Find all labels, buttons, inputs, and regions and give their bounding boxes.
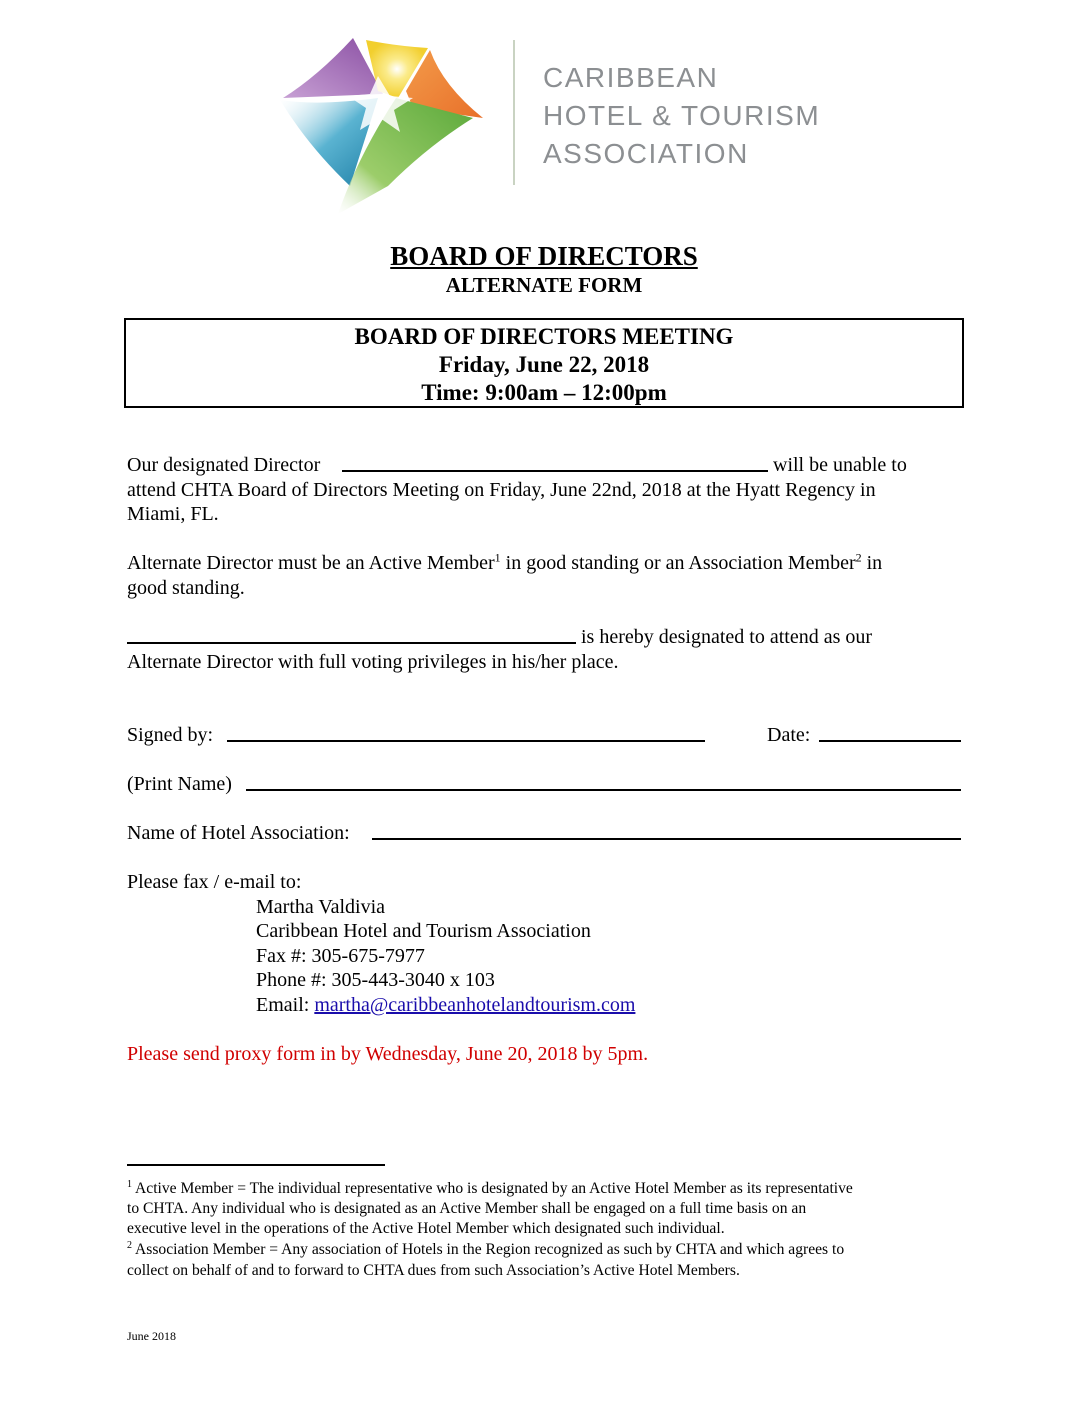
footnote-1-line-2: to CHTA. Any individual who is designated as an Active Member shall be engaged on a full time basis on an <box>127 1200 807 1217</box>
director-label: Our designated Director <box>127 454 321 476</box>
footnote-ref-2: 2 <box>855 550 862 565</box>
logo-divider <box>513 40 515 185</box>
form-subtitle: ALTERNATE FORM <box>445 273 643 297</box>
contact-org: Caribbean Hotel and Tourism Association <box>256 920 591 942</box>
meeting-date: Friday, June 22, 2018 <box>438 352 650 377</box>
email-link[interactable]: martha@caribbeanhotelandtourism.com <box>314 994 636 1016</box>
org-name-line-3: ASSOCIATION <box>543 138 749 169</box>
signed-by-label: Signed by: <box>127 724 214 746</box>
meeting-attend-text: attend CHTA Board of Directors Meeting on Friday, June 22nd, 2018 at the Hyatt Regency in <box>127 479 876 501</box>
signature-field[interactable] <box>227 740 705 742</box>
alternate-requirement-text: Alternate Director must be an Active Member$^1$ in good standing or an Association Member$^2$ in <box>127 550 883 574</box>
hotel-association-label: Name of Hotel Association: <box>127 822 350 844</box>
voting-privileges-text: Alternate Director with full voting privileges in his/her place. <box>127 651 619 673</box>
org-name-line-2: HOTEL & TOURISM <box>543 100 821 131</box>
footnote-1-line-3: executive level in the operations of the Active Hotel Member which designated such individual. <box>127 1220 725 1237</box>
meeting-time: Time: 9:00am – 12:00pm <box>421 380 667 405</box>
contact-phone: Phone #: 305-443-3040 x 103 <box>256 969 495 991</box>
director-unable-text: will be unable to <box>773 454 907 476</box>
contact-email-line: Email: martha@caribbeanhotelandtourism.com <box>256 994 636 1016</box>
meeting-title: BOARD OF DIRECTORS MEETING <box>354 324 734 349</box>
form-title: BOARD OF DIRECTORS <box>390 241 698 271</box>
footnote-2-line-1: $^2$ Association Member = Any association of Hotels in the Region recognized as such by CHTA and which agrees to <box>127 1239 845 1258</box>
org-name-line-1: CARIBBEAN <box>543 62 719 93</box>
date-field[interactable] <box>819 740 961 742</box>
print-name-field[interactable] <box>246 789 961 791</box>
alternate-name-field[interactable] <box>127 642 576 644</box>
contact-fax: Fax #: 305-675-7977 <box>256 945 425 967</box>
alternate-requirement-text-2: good standing. <box>127 577 245 599</box>
footnote-divider <box>127 1164 385 1166</box>
footnote-1-line-1: $^1$ Active Member = The individual representative who is designated by an Active Hotel Member as its representative <box>127 1178 853 1197</box>
contact-name: Martha Valdivia <box>256 896 386 918</box>
director-name-field[interactable] <box>342 470 768 472</box>
footnote-ref-1: 1 <box>494 550 501 565</box>
footer-date: June 2018 <box>127 1329 176 1343</box>
star-logo-icon <box>278 36 488 216</box>
designation-text: is hereby designated to attend as our <box>581 626 873 648</box>
deadline-notice: Please send proxy form in by Wednesday, June 20, 2018 by 5pm. <box>127 1043 649 1065</box>
date-label: Date: <box>767 724 811 746</box>
footnote-2-line-2: collect on behalf of and to forward to CHTA dues from such Association’s Active Hotel Members. <box>127 1262 740 1279</box>
hotel-association-field[interactable] <box>372 838 961 840</box>
contact-intro: Please fax / e-mail to: <box>127 871 302 893</box>
meeting-location-text: Miami, FL. <box>127 503 219 525</box>
print-name-label: (Print Name) <box>127 773 232 795</box>
meeting-info-box <box>124 318 964 408</box>
